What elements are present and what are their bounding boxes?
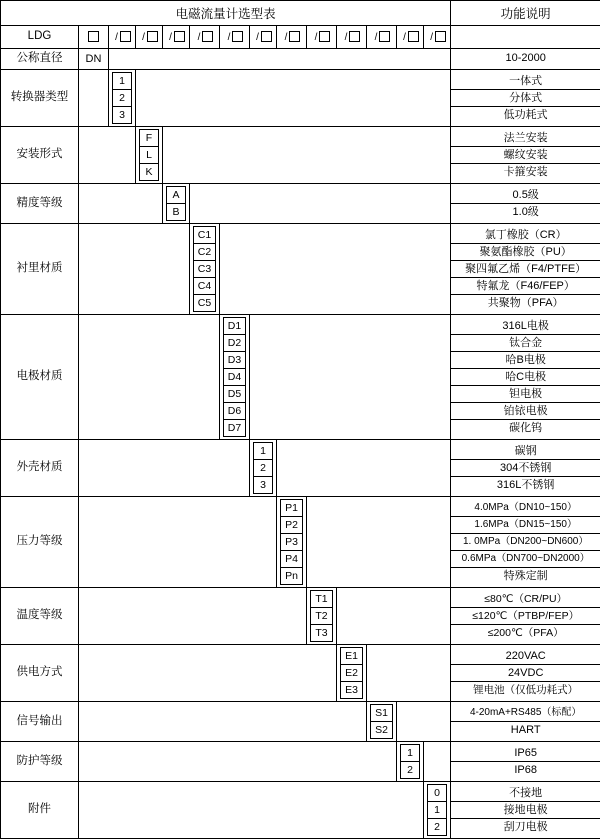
code-6-1: 2 (254, 460, 273, 477)
code-8-0: T1 (311, 591, 333, 608)
code-group-7 (280, 499, 303, 585)
model-box-1: / (109, 31, 135, 42)
code-4-1: C2 (194, 244, 216, 261)
function-0-0: 10-2000 (451, 52, 600, 65)
code-6-2: 3 (254, 477, 273, 494)
function-11-1: IP68 (451, 761, 600, 778)
code-5-4: D5 (224, 386, 246, 403)
function-5-5: 铂铱电极 (451, 402, 600, 419)
code-4-3: C4 (194, 278, 216, 295)
code-4-0: C1 (194, 227, 216, 244)
function-8-1: ≤120℃（PTBP/FEP） (451, 607, 600, 624)
code-group-6 (253, 442, 273, 494)
code-7-3: P4 (281, 551, 303, 568)
model-box-12: / (424, 31, 450, 42)
code-10-1: S2 (371, 722, 393, 739)
row-label-10: 信号输出 (1, 715, 78, 728)
row-label-5: 电极材质 (1, 370, 78, 383)
function-3-1: 1.0级 (451, 203, 600, 220)
row-label-0: 公称直径 (1, 52, 78, 65)
function-8-2: ≤200℃（PFA） (451, 624, 600, 641)
code-12-0: 0 (428, 785, 447, 802)
code-11-1: 2 (401, 762, 420, 779)
table-row (1, 49, 600, 70)
function-10-1: HART (451, 721, 600, 738)
function-5-3: 哈C电极 (451, 368, 600, 385)
code-1-0: 1 (113, 73, 132, 90)
model-box-4: / (190, 31, 219, 42)
code-0-dn: DN (79, 53, 108, 65)
model-box-9: / (337, 31, 366, 42)
code-12-2: 2 (428, 819, 447, 836)
row-label-6: 外壳材质 (1, 461, 78, 474)
code-3-1: B (167, 204, 186, 221)
code-12-1: 1 (428, 802, 447, 819)
code-group-1 (112, 72, 132, 124)
function-4-2: 聚四氟乙烯（F4/PTFE） (451, 260, 600, 277)
table-row (1, 224, 600, 315)
table-row (1, 782, 600, 839)
function-10-0: 4-20mA+RS485（标配） (451, 705, 600, 721)
code-4-2: C3 (194, 261, 216, 278)
function-1-2: 低功耗式 (451, 106, 600, 123)
row-label-1: 转换器类型 (1, 91, 78, 104)
code-group-4 (193, 226, 216, 312)
code-6-0: 1 (254, 443, 273, 460)
table-row (1, 588, 600, 645)
code-9-2: E3 (341, 682, 363, 699)
row-label-3: 精度等级 (1, 197, 78, 210)
function-7-0: 4.0MPa（DN10~150） (451, 500, 600, 516)
code-4-4: C5 (194, 295, 216, 312)
code-5-3: D4 (224, 369, 246, 386)
function-12-1: 接地电极 (451, 801, 600, 818)
function-8-0: ≤80℃（CR/PU） (451, 591, 600, 607)
table-row (1, 645, 600, 702)
model-box-3: / (163, 31, 189, 42)
code-5-6: D7 (224, 420, 246, 437)
function-9-0: 220VAC (451, 648, 600, 664)
code-8-2: T3 (311, 625, 333, 642)
function-6-1: 304不锈钢 (451, 459, 600, 476)
code-2-2: K (140, 164, 159, 181)
code-7-2: P3 (281, 534, 303, 551)
code-5-0: D1 (224, 318, 246, 335)
code-2-0: F (140, 130, 159, 147)
function-5-6: 碳化钨 (451, 419, 600, 436)
function-3-0: 0.5级 (451, 187, 600, 203)
function-4-0: 氯丁橡胶（CR） (451, 227, 600, 243)
function-4-4: 共聚物（PFA） (451, 294, 600, 311)
table-row (1, 315, 600, 440)
code-5-5: D6 (224, 403, 246, 420)
row-label-2: 安装形式 (1, 148, 78, 161)
table-row (1, 70, 600, 127)
code-group-9 (340, 647, 363, 699)
row-label-11: 防护等级 (1, 755, 78, 768)
model-box-10: / (367, 31, 396, 42)
function-7-3: 0.6MPa（DN700~DN2000） (451, 550, 600, 567)
code-group-5 (223, 317, 246, 437)
function-7-4: 特殊定制 (451, 567, 600, 584)
function-1-0: 一体式 (451, 73, 600, 89)
code-7-0: P1 (281, 500, 303, 517)
code-group-10 (370, 704, 393, 739)
code-9-1: E2 (341, 665, 363, 682)
table-row (1, 127, 600, 184)
row-label-4: 衬里材质 (1, 262, 78, 275)
function-9-1: 24VDC (451, 664, 600, 681)
code-group-8 (310, 590, 333, 642)
model-box-2: / (136, 31, 162, 42)
table-row (1, 742, 600, 782)
code-7-1: P2 (281, 517, 303, 534)
code-group-2 (139, 129, 159, 181)
function-11-0: IP65 (451, 745, 600, 761)
model-box-6: / (250, 31, 276, 42)
code-5-2: D3 (224, 352, 246, 369)
code-group-3 (166, 186, 186, 221)
code-3-0: A (167, 187, 186, 204)
function-header-blank (451, 30, 600, 43)
function-4-1: 聚氨酯橡胶（PU） (451, 243, 600, 260)
code-10-0: S1 (371, 705, 393, 722)
table-header-row (1, 1, 600, 26)
code-5-1: D2 (224, 335, 246, 352)
code-group-12 (427, 784, 447, 836)
code-11-0: 1 (401, 745, 420, 762)
model-box-8: / (307, 31, 336, 42)
row-label-8: 温度等级 (1, 609, 78, 622)
model-box-7: / (277, 31, 306, 42)
model-box-5: / (220, 31, 249, 42)
function-5-1: 钛合金 (451, 334, 600, 351)
function-12-2: 刮刀电极 (451, 818, 600, 835)
function-4-3: 特氟龙（F46/FEP） (451, 277, 600, 294)
table-row (1, 184, 600, 224)
function-6-2: 316L不锈钢 (451, 476, 600, 493)
table-row (1, 497, 600, 588)
function-2-2: 卡箍安装 (451, 163, 600, 180)
model-box-11: / (397, 31, 423, 42)
function-6-0: 碳钢 (451, 443, 600, 459)
code-8-1: T2 (311, 608, 333, 625)
function-2-0: 法兰安装 (451, 130, 600, 146)
function-7-1: 1.6MPa（DN15~150） (451, 516, 600, 533)
function-column-header: 功能说明 (451, 4, 600, 22)
table-row (1, 440, 600, 497)
function-5-4: 钽电极 (451, 385, 600, 402)
code-2-1: L (140, 147, 159, 164)
table-row (1, 702, 600, 742)
function-9-2: 锂电池（仅低功耗式） (451, 681, 600, 698)
row-label-7: 压力等级 (1, 535, 78, 548)
row-label-9: 供电方式 (1, 666, 78, 679)
function-7-2: 1. 0MPa（DN200~DN600） (451, 533, 600, 550)
model-code-row (1, 26, 600, 49)
code-group-11 (400, 744, 420, 779)
code-1-2: 3 (113, 107, 132, 124)
function-5-2: 哈B电极 (451, 351, 600, 368)
row-label-12: 附件 (1, 803, 78, 816)
function-1-1: 分体式 (451, 89, 600, 106)
model-prefix-label: LDG (1, 30, 78, 43)
function-12-0: 不接地 (451, 785, 600, 801)
code-1-1: 2 (113, 90, 132, 107)
function-5-0: 316L电极 (451, 318, 600, 334)
function-2-1: 螺纹安装 (451, 146, 600, 163)
code-7-4: Pn (281, 568, 303, 585)
model-box-0 (79, 31, 108, 42)
page-title: 电磁流量计选型表 (1, 4, 450, 22)
code-9-0: E1 (341, 648, 363, 665)
